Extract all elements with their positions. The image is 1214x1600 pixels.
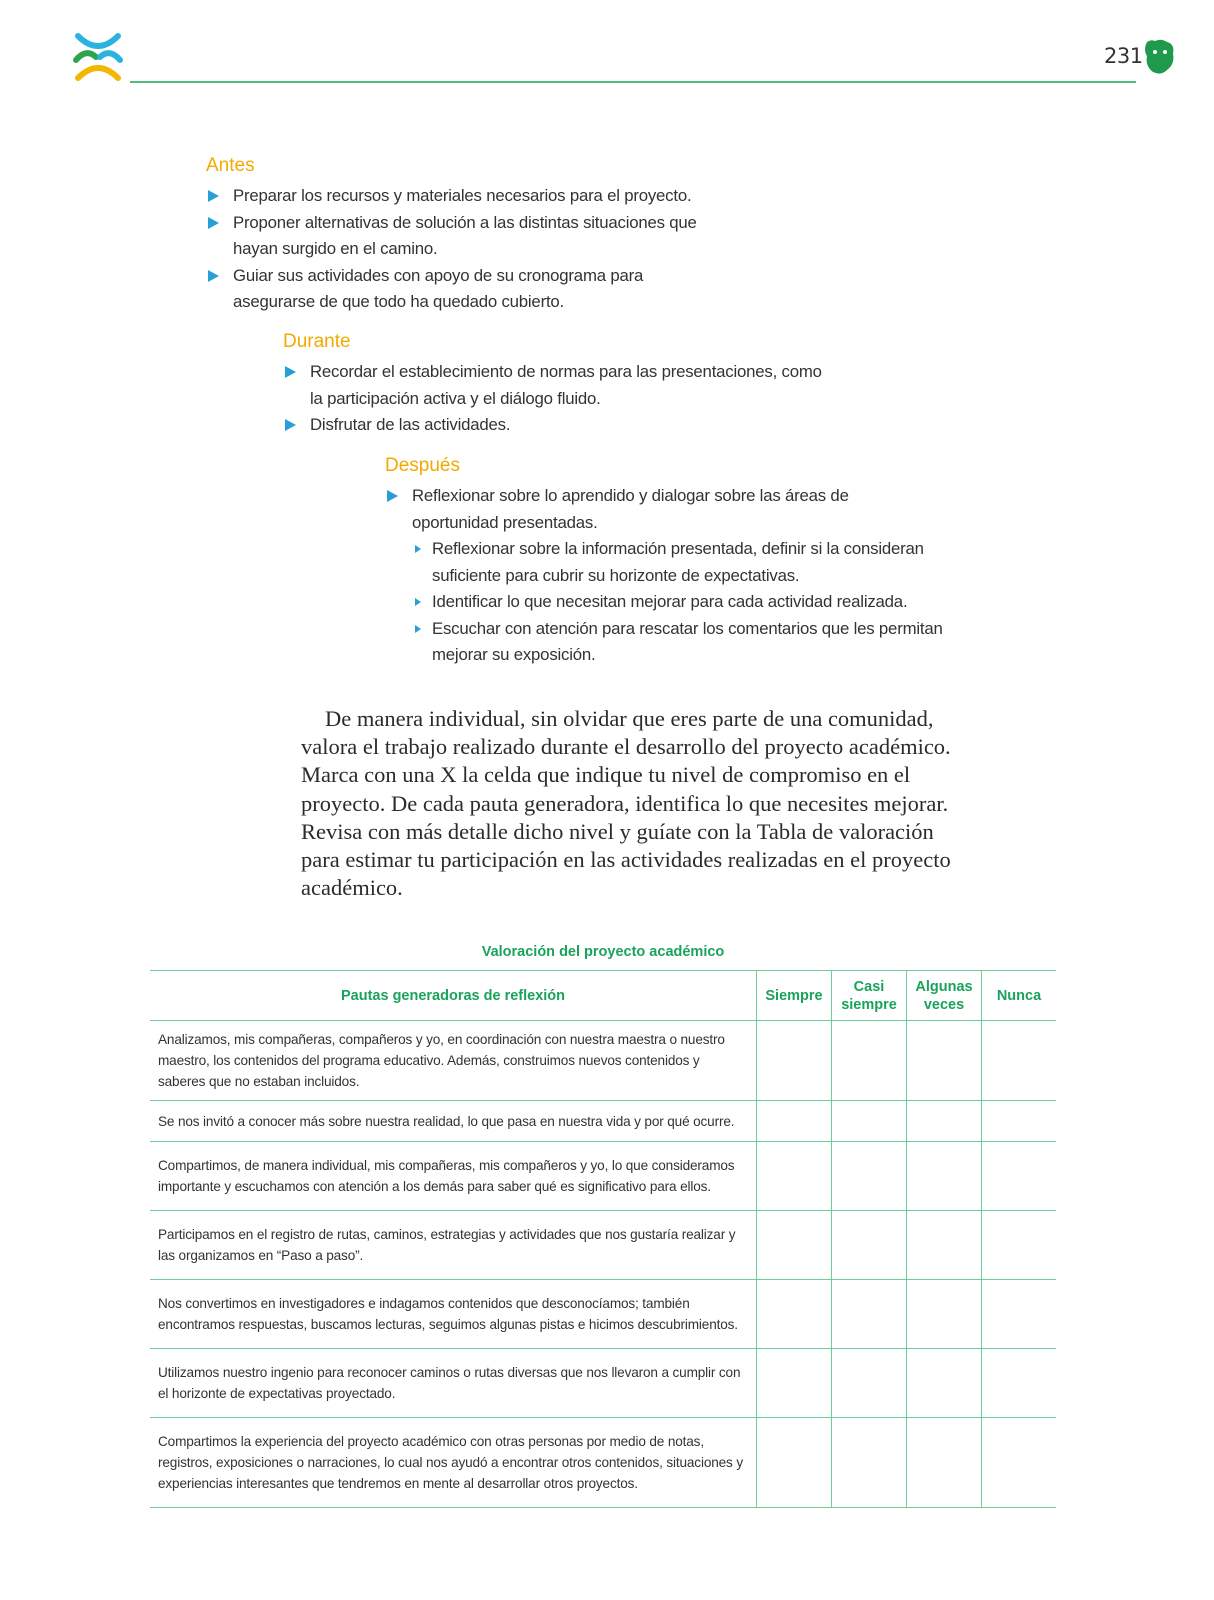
cell-nunca[interactable]: [982, 1211, 1057, 1280]
table-header-row: [150, 971, 1056, 1021]
cell-siempre[interactable]: [757, 1211, 832, 1280]
cell-algunas-veces[interactable]: [907, 1349, 982, 1418]
instruction-paragraph: De manera individual, sin olvidar que eres parte de una comunidad, valora el trabajo realizado durante el desarrollo del proyecto académico. Marca con una X la celda que indique tu nivel de compromiso en el proyecto. De cada pauta generadora, identifica lo que necesites mejorar. Revisa con más detalle dicho nivel y guíate con la Tabla de valoración para estimar tu participación en las actividades realizadas en el proyecto académico.: [301, 706, 951, 901]
cell-siempre[interactable]: [757, 1021, 832, 1101]
cell-siempre[interactable]: [757, 1101, 832, 1142]
cell-casi-siempre[interactable]: [832, 1211, 907, 1280]
cell-casi-siempre[interactable]: [832, 1101, 907, 1142]
antes-list: [206, 183, 726, 316]
despues-list: [385, 483, 875, 536]
durante-list: [283, 359, 823, 439]
sub-list-item: Reflexionar sobre la información presentada, definir si la consideran suficiente para cubrir su horizonte de expectativas.: [413, 536, 953, 589]
criteria-text: Nos convertimos en investigadores e indagamos contenidos que desconocíamos; también encontramos respuestas, buscamos lecturas, seguimos algunas pistas e hicimos descubrimientos.: [150, 1280, 757, 1349]
cell-nunca[interactable]: [982, 1142, 1057, 1211]
table-row: [150, 1211, 1056, 1280]
list-item: Preparar los recursos y materiales necesarios para el proyecto.: [206, 183, 726, 210]
cell-algunas-veces[interactable]: [907, 1211, 982, 1280]
table-title: Valoración del proyecto académico: [481, 944, 725, 960]
table-row: [150, 1142, 1056, 1211]
cell-casi-siempre[interactable]: [832, 1021, 907, 1101]
list-item: Disfrutar de las actividades.: [283, 412, 823, 439]
section-title-despues: Después: [385, 455, 460, 476]
cell-algunas-veces[interactable]: [907, 1101, 982, 1142]
sub-list-item: Identificar lo que necesitan mejorar para cada actividad realizada.: [413, 589, 953, 616]
criteria-text: Se nos invitó a conocer más sobre nuestra realidad, lo que pasa en nuestra vida y por qué ocurre.: [150, 1101, 757, 1142]
criteria-text: Utilizamos nuestro ingenio para reconocer caminos o rutas diversas que nos llevaron a cumplir con el horizonte de expectativas proyectado.: [150, 1349, 757, 1418]
table-row: [150, 1349, 1056, 1418]
logo-icon: [70, 30, 126, 84]
cell-siempre[interactable]: [757, 1349, 832, 1418]
criteria-text: Analizamos, mis compañeras, compañeros y yo, en coordinación con nuestra maestra o nuestro maestro, los contenidos del programa educativo. Además, construimos nuevos contenidos y saberes que no estaban incluidos.: [150, 1021, 757, 1101]
list-item: Proponer alternativas de solución a las distintas situaciones que hayan surgido en el camino.: [206, 210, 726, 263]
page-number: 231: [1104, 44, 1143, 68]
list-item: Reflexionar sobre lo aprendido y dialogar sobre las áreas de oportunidad presentadas.: [385, 483, 875, 536]
cell-nunca[interactable]: [982, 1418, 1057, 1508]
list-item: Guiar sus actividades con apoyo de su cronograma para asegurarse de que todo ha quedado cubierto.: [206, 263, 726, 316]
cell-nunca[interactable]: [982, 1101, 1057, 1142]
cell-siempre[interactable]: [757, 1142, 832, 1211]
cell-algunas-veces[interactable]: [907, 1021, 982, 1101]
cell-nunca[interactable]: [982, 1280, 1057, 1349]
cell-casi-siempre[interactable]: [832, 1349, 907, 1418]
cell-casi-siempre[interactable]: [832, 1142, 907, 1211]
header-siempre: Siempre: [757, 971, 832, 1021]
page-mascot-icon: [1141, 38, 1177, 76]
criteria-text: Compartimos la experiencia del proyecto académico con otras personas por medio de notas, registros, exposiciones o narraciones, lo cual nos ayudó a encontrar otros contenidos, situaciones y experiencias interesantes que tendremos en mente al desarrollar otros proyectos.: [150, 1418, 757, 1508]
despues-sublist: [413, 536, 953, 669]
cell-algunas-veces[interactable]: [907, 1142, 982, 1211]
header-casi-siempre: Casi siempre: [832, 971, 907, 1021]
table-row: [150, 1280, 1056, 1349]
section-title-antes: Antes: [206, 155, 255, 176]
header-rule: [130, 81, 1136, 83]
section-title-durante: Durante: [283, 331, 351, 352]
table-row: [150, 1021, 1056, 1101]
table-row: [150, 1418, 1056, 1508]
cell-siempre[interactable]: [757, 1418, 832, 1508]
header-nunca: Nunca: [982, 971, 1057, 1021]
header-algunas-veces: Algunas veces: [907, 971, 982, 1021]
sub-list-item: Escuchar con atención para rescatar los comentarios que les permitan mejorar su exposición.: [413, 616, 953, 669]
valuation-table: [150, 970, 1056, 1508]
list-item: Recordar el establecimiento de normas para las presentaciones, como la participación activa y el diálogo fluido.: [283, 359, 823, 412]
cell-nunca[interactable]: [982, 1349, 1057, 1418]
cell-nunca[interactable]: [982, 1021, 1057, 1101]
cell-algunas-veces[interactable]: [907, 1418, 982, 1508]
cell-casi-siempre[interactable]: [832, 1418, 907, 1508]
header-criteria: Pautas generadoras de reflexión: [150, 971, 757, 1021]
table-row: [150, 1101, 1056, 1142]
cell-casi-siempre[interactable]: [832, 1280, 907, 1349]
criteria-text: Compartimos, de manera individual, mis compañeras, mis compañeros y yo, lo que consideramos importante y escuchamos con atención a los demás para saber qué es significativo para ellos.: [150, 1142, 757, 1211]
cell-algunas-veces[interactable]: [907, 1280, 982, 1349]
cell-siempre[interactable]: [757, 1280, 832, 1349]
criteria-text: Participamos en el registro de rutas, caminos, estrategias y actividades que nos gustaría realizar y las organizamos en “Paso a paso”.: [150, 1211, 757, 1280]
